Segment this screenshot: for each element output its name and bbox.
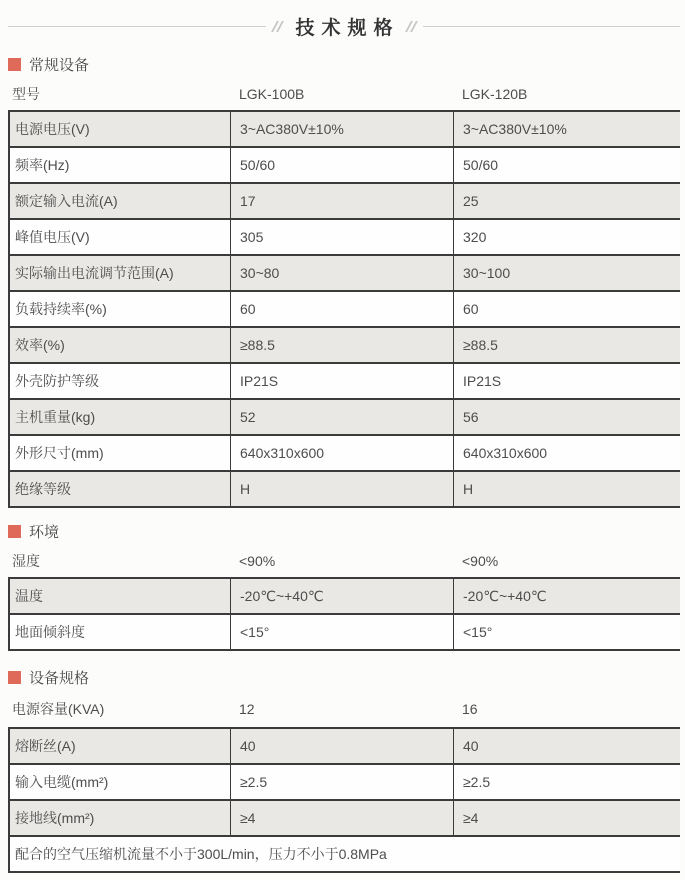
- table-row: [10, 436, 680, 472]
- cell-value: 17: [230, 184, 453, 218]
- row-label: 峰值电压(V): [15, 229, 90, 245]
- table-row: [10, 364, 680, 400]
- row-label: 外形尺寸(mm): [15, 445, 104, 461]
- cell-value: 320: [453, 220, 680, 254]
- cell-value: 12: [239, 701, 255, 717]
- table-row: [10, 256, 680, 292]
- cell-value: 3~AC380V±10%: [230, 112, 453, 146]
- section-title: 常规设备: [29, 56, 90, 74]
- cell-value: H: [230, 472, 453, 506]
- table-row: [10, 472, 680, 508]
- table-row: [10, 579, 680, 615]
- table-row: [10, 615, 680, 651]
- environment-spec-table: [8, 577, 680, 651]
- table-row: [10, 112, 680, 148]
- row-label: 外壳防护等级: [15, 373, 99, 389]
- cell-value: 3~AC380V±10%: [453, 112, 680, 146]
- cell-value: ≥2.5: [453, 765, 680, 799]
- row-label: 效率(%): [15, 337, 65, 353]
- power-capacity-row: [8, 695, 680, 723]
- model-header-row: [8, 80, 680, 108]
- row-label: 型号: [12, 86, 40, 102]
- cell-value: 30~100: [453, 256, 680, 290]
- cell-value: 50/60: [230, 148, 453, 182]
- title-divider-right: [423, 26, 681, 27]
- cell-value: -20℃~+40℃: [230, 579, 453, 613]
- double-slash-icon: [405, 21, 418, 32]
- section-heading-equipment: [8, 669, 680, 685]
- table-row: [10, 801, 680, 837]
- note-text: 配合的空气压缩机流量不小于300L/min，压力不小于0.8MPa: [15, 846, 387, 862]
- cell-value: 640x310x600: [453, 436, 680, 470]
- equipment-spec-table: [8, 727, 680, 873]
- section-heading-general: [8, 56, 680, 72]
- table-row: [10, 400, 680, 436]
- cell-value: 16: [462, 701, 478, 717]
- table-row: [10, 765, 680, 801]
- cell-value: 50/60: [453, 148, 680, 182]
- cell-value: ≥88.5: [453, 328, 680, 362]
- cell-value: 60: [230, 292, 453, 326]
- cell-value: IP21S: [230, 364, 453, 398]
- cell-value: <90%: [462, 553, 499, 569]
- row-label: 频率(Hz): [15, 157, 70, 173]
- model-name-1: LGK-100B: [239, 86, 305, 102]
- model-name-2: LGK-120B: [462, 86, 528, 102]
- humidity-row: [8, 547, 680, 575]
- page-title-bar: [8, 12, 680, 40]
- table-row: [10, 220, 680, 256]
- row-label: 熔断丝(A): [15, 738, 76, 754]
- cell-value: <90%: [239, 553, 276, 569]
- cell-value: IP21S: [453, 364, 680, 398]
- cell-value: 640x310x600: [230, 436, 453, 470]
- cell-value: H: [453, 472, 680, 506]
- section-bullet-icon: [8, 671, 21, 684]
- table-row: [10, 292, 680, 328]
- row-label: 地面倾斜度: [15, 624, 85, 640]
- spec-page: [0, 12, 685, 880]
- cell-value: 305: [230, 220, 453, 254]
- table-row: [10, 148, 680, 184]
- cell-value: ≥4: [230, 801, 453, 835]
- section-bullet-icon: [8, 525, 21, 538]
- section-bullet-icon: [8, 58, 21, 71]
- table-row: [10, 729, 680, 765]
- row-label: 电源容量(KVA): [12, 701, 105, 717]
- row-label: 接地线(mm²): [15, 810, 95, 826]
- cell-value: -20℃~+40℃: [453, 579, 680, 613]
- cell-value: ≥4: [453, 801, 680, 835]
- cell-value: ≥88.5: [230, 328, 453, 362]
- general-spec-table: [8, 110, 680, 508]
- cell-value: 40: [230, 729, 453, 763]
- section-title: 环境: [29, 523, 60, 541]
- page-title: 技术规格: [295, 17, 400, 39]
- table-row: [10, 328, 680, 364]
- cell-value: 25: [453, 184, 680, 218]
- cell-value: 52: [230, 400, 453, 434]
- row-label: 额定输入电流(A): [15, 193, 118, 209]
- title-divider-left: [8, 26, 266, 27]
- section-heading-environment: [8, 523, 680, 539]
- row-label: 负载持续率(%): [15, 301, 107, 317]
- section-title: 设备规格: [29, 669, 90, 687]
- compressor-note-row: [10, 837, 680, 873]
- double-slash-icon: [271, 21, 284, 32]
- cell-value: 30~80: [230, 256, 453, 290]
- row-label: 湿度: [12, 553, 40, 569]
- row-label: 温度: [15, 588, 43, 604]
- cell-value: 60: [453, 292, 680, 326]
- row-label: 主机重量(kg): [15, 409, 96, 425]
- row-label: 电源电压(V): [15, 121, 90, 137]
- cell-value: ≥2.5: [230, 765, 453, 799]
- cell-value: 40: [453, 729, 680, 763]
- row-label: 绝缘等级: [15, 481, 71, 497]
- table-row: [10, 184, 680, 220]
- cell-value: <15°: [230, 615, 453, 649]
- cell-value: <15°: [453, 615, 680, 649]
- cell-value: 56: [453, 400, 680, 434]
- row-label: 实际输出电流调节范围(A): [15, 265, 174, 281]
- row-label: 输入电缆(mm²): [15, 774, 109, 790]
